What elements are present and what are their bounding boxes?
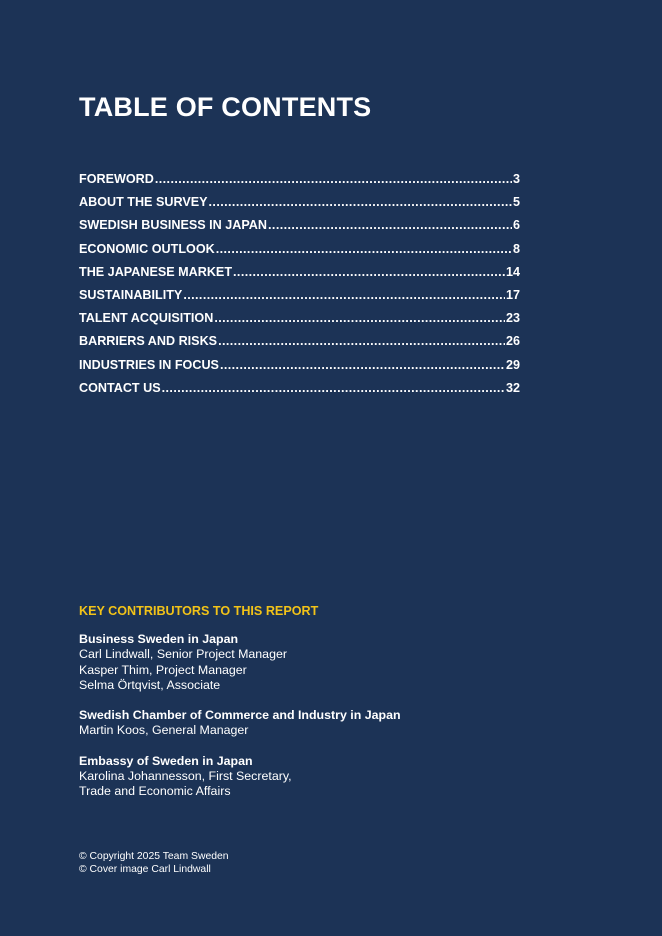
copyright-line: © Copyright 2025 Team Sweden	[79, 851, 229, 862]
toc-entry-label: TALENT ACQUISITION	[79, 311, 214, 326]
toc-page-number: 3	[512, 172, 520, 186]
contributor-person: Trade and Economic Affairs	[79, 784, 231, 799]
toc-entry-label: FOREWORD	[79, 172, 154, 186]
toc-page-number: 26	[505, 334, 520, 349]
toc-entry-label: CONTACT US	[79, 380, 161, 395]
contributor-org	[79, 754, 579, 800]
toc-page-number: 23	[505, 311, 520, 326]
toc-page-number: 32	[505, 380, 520, 395]
toc-entry-label: SWEDISH BUSINESS IN JAPAN	[79, 218, 268, 233]
toc-entry-economic-outlook[interactable]	[79, 242, 520, 265]
toc-entry-label: INDUSTRIES IN FOCUS	[79, 357, 219, 372]
toc-leader-dots	[216, 242, 512, 256]
toc-leader-dots	[209, 195, 512, 209]
toc-title: TABLE OF CONTENTS	[79, 92, 372, 122]
contributors-heading: KEY CONTRIBUTORS TO THIS REPORT	[79, 604, 319, 618]
toc-leader-dots	[220, 358, 505, 372]
toc-page-number: 6	[512, 218, 520, 233]
toc-page-number: 8	[512, 241, 520, 256]
org-name: Swedish Chamber of Commerce and Industry in Japan	[79, 708, 401, 723]
toc-page-number: 29	[505, 357, 520, 372]
toc-entry-sustainability[interactable]	[79, 288, 520, 311]
toc-entry-industries-in-focus[interactable]	[79, 358, 520, 381]
toc-leader-dots	[268, 218, 512, 232]
toc-list	[79, 172, 520, 404]
toc-leader-dots	[218, 334, 505, 348]
toc-entry-about-the-survey[interactable]	[79, 195, 520, 218]
toc-page-number: 14	[505, 264, 520, 279]
contributor-person: Kasper Thim, Project Manager	[79, 662, 247, 677]
toc-entry-label: BARRIERS AND RISKS	[79, 334, 218, 349]
contributor-person: Karolina Johannesson, First Secretary,	[79, 769, 292, 784]
toc-entry-barriers-and-risks[interactable]	[79, 334, 520, 357]
contributor-org	[79, 632, 579, 693]
toc-leader-dots	[214, 311, 505, 325]
toc-entry-label: ABOUT THE SURVEY	[79, 195, 208, 210]
toc-leader-dots	[183, 288, 505, 302]
org-name: Business Sweden in Japan	[79, 632, 239, 646]
org-name: Embassy of Sweden in Japan	[79, 753, 253, 768]
toc-leader-dots	[162, 381, 505, 395]
toc-entry-the-japanese-market[interactable]	[79, 265, 520, 288]
toc-entry-foreword[interactable]	[79, 172, 520, 195]
toc-entry-label: ECONOMIC OUTLOOK	[79, 241, 215, 256]
contributor-org	[79, 708, 579, 739]
toc-entry-talent-acquisition[interactable]	[79, 311, 520, 334]
toc-entry-label: SUSTAINABILITY	[79, 287, 183, 302]
toc-entry-swedish-business-in-japan[interactable]	[79, 218, 520, 241]
toc-page-number: 5	[512, 195, 520, 210]
toc-entry-label: THE JAPANESE MARKET	[79, 264, 233, 279]
copyright-block	[79, 850, 229, 876]
contributor-person: Carl Lindwall, Senior Project Manager	[79, 647, 287, 662]
contributor-person: Selma Örtqvist, Associate	[79, 677, 221, 692]
toc-page-number: 17	[505, 287, 520, 302]
cover-image-credit: © Cover image Carl Lindwall	[79, 864, 211, 875]
toc-leader-dots	[233, 265, 505, 279]
toc-entry-contact-us[interactable]	[79, 381, 520, 404]
toc-leader-dots	[155, 172, 512, 186]
contributors-section	[79, 604, 579, 815]
contributor-person: Martin Koos, General Manager	[79, 723, 249, 738]
